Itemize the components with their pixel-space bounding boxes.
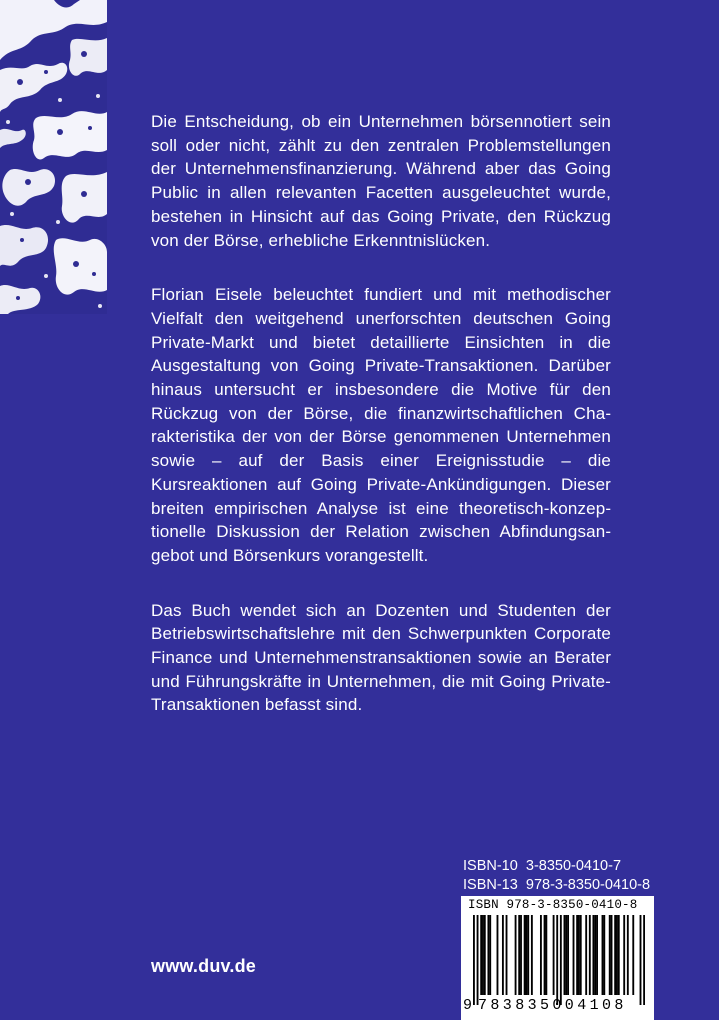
barcode-bar bbox=[573, 915, 575, 995]
barcode-bar bbox=[515, 915, 517, 995]
barcode-bar bbox=[594, 915, 596, 995]
map-illustration-icon bbox=[0, 0, 107, 314]
barcode-bar bbox=[518, 915, 520, 995]
barcode-bar bbox=[643, 915, 645, 1005]
barcode-isbn-text: ISBN 978-3-8350-0410-8 bbox=[468, 898, 638, 912]
barcode-bar bbox=[502, 915, 504, 995]
barcode-bar bbox=[560, 915, 562, 1005]
barcode-bar bbox=[545, 915, 547, 995]
blurb-paragraph-1: Die Entscheidung, ob ein Unternehmen börsennotiert sein soll oder nicht, zählt zu den zentralen Problemstellungen der Unternehmensfinanzierung. Während aber das Going Public in allen relevanten Facetten ausgeleuchtet wurde, bestehen in Hinsicht auf das Going Private, den Rückzug von der Börse, erhebliche Erkenntnislücken. bbox=[151, 112, 611, 250]
barcode-bar bbox=[632, 915, 634, 995]
barcode-bar bbox=[611, 915, 613, 995]
isbn-13-label: ISBN-13 bbox=[463, 877, 518, 893]
barcode-bar bbox=[531, 915, 533, 995]
barcode-bar bbox=[565, 915, 567, 995]
barcode-bar bbox=[473, 915, 475, 1005]
barcode-bar bbox=[480, 915, 482, 995]
barcode-bar bbox=[506, 915, 508, 995]
barcode-bar bbox=[627, 915, 629, 995]
barcode-bar bbox=[553, 915, 555, 995]
barcode-bar bbox=[578, 915, 580, 995]
barcode-bar bbox=[596, 915, 598, 995]
barcode bbox=[461, 896, 654, 1020]
barcode-lead-digit: 9 bbox=[463, 997, 473, 1014]
barcode-bar bbox=[602, 915, 604, 995]
barcode-bar bbox=[497, 915, 499, 995]
barcode-bar bbox=[623, 915, 625, 995]
barcode-bar bbox=[540, 915, 542, 995]
barcode-bar bbox=[609, 915, 611, 995]
barcode-bar bbox=[592, 915, 594, 995]
barcode-bar bbox=[482, 915, 484, 995]
barcode-bar bbox=[526, 915, 528, 995]
publisher-url[interactable]: www.duv.de bbox=[151, 956, 257, 976]
barcode-digits: 783835004108 bbox=[478, 997, 627, 1014]
barcode-bar bbox=[580, 915, 582, 995]
barcode-bar bbox=[520, 915, 522, 995]
barcode-bar bbox=[544, 915, 546, 995]
barcode-bar bbox=[585, 915, 587, 995]
isbn-block bbox=[463, 857, 650, 895]
barcode-bar bbox=[524, 915, 526, 995]
barcode-bar bbox=[567, 915, 569, 995]
isbn-10-line bbox=[463, 857, 650, 876]
barcode-bar bbox=[477, 915, 479, 1005]
barcode-bar bbox=[616, 915, 618, 995]
barcode-bar bbox=[603, 915, 605, 995]
back-cover-blurb bbox=[151, 110, 611, 748]
barcode-bar bbox=[589, 915, 591, 995]
isbn-13-value: 978-3-8350-0410-8 bbox=[525, 877, 651, 893]
isbn-13-line bbox=[463, 876, 650, 895]
barcode-bar bbox=[484, 915, 486, 995]
barcode-bar bbox=[556, 915, 558, 1005]
barcode-bar bbox=[487, 915, 489, 995]
barcode-bar bbox=[640, 915, 642, 1005]
barcode-bar bbox=[576, 915, 578, 995]
barcode-bar bbox=[489, 915, 491, 995]
barcode-bar bbox=[527, 915, 529, 995]
barcode-bar bbox=[564, 915, 566, 995]
blurb-paragraph-3: Das Buch wendet sich an Dozenten und Studenten der Betriebswirtschaftslehre mit den Schwerpunkten Corporate Finance und Unternehmenstransaktionen sowie an Berater und Führungskräfte in Unternehmen, die mit Going Private-Transaktionen befasst sind. bbox=[151, 600, 611, 715]
barcode-bar bbox=[618, 915, 620, 995]
isbn-10-label: ISBN-10 bbox=[463, 858, 518, 874]
isbn-10-value: 3-8350-0410-7 bbox=[525, 858, 622, 874]
barcode-bar bbox=[614, 915, 616, 995]
blurb-paragraph-2: Florian Eisele beleuchtet fundiert und mit methodischer Vielfalt den weitgehend unerforschten deutschen Going Private-Markt und bietet detaillierte Einsichten in die Ausgestaltung von Going Private-Transaktionen. Darüber hinaus untersucht er insbesondere die Motive für den Rückzug von der Börse, die finanzwirtschaftlichen Charakteristika der von der Börse genommenen Unternehmen sowie – auf der Basis einer Ereignisstudie – die Kursreaktionen auf Going Private-Ankündigungen. Dieser breiten empirischen Analyse ist eine theoretisch-konzeptionelle Diskussion der Relation zwischen Abfindungsangebot und Börsenkurs vorangestellt. bbox=[151, 285, 611, 565]
cover-map-artwork bbox=[0, 0, 107, 314]
